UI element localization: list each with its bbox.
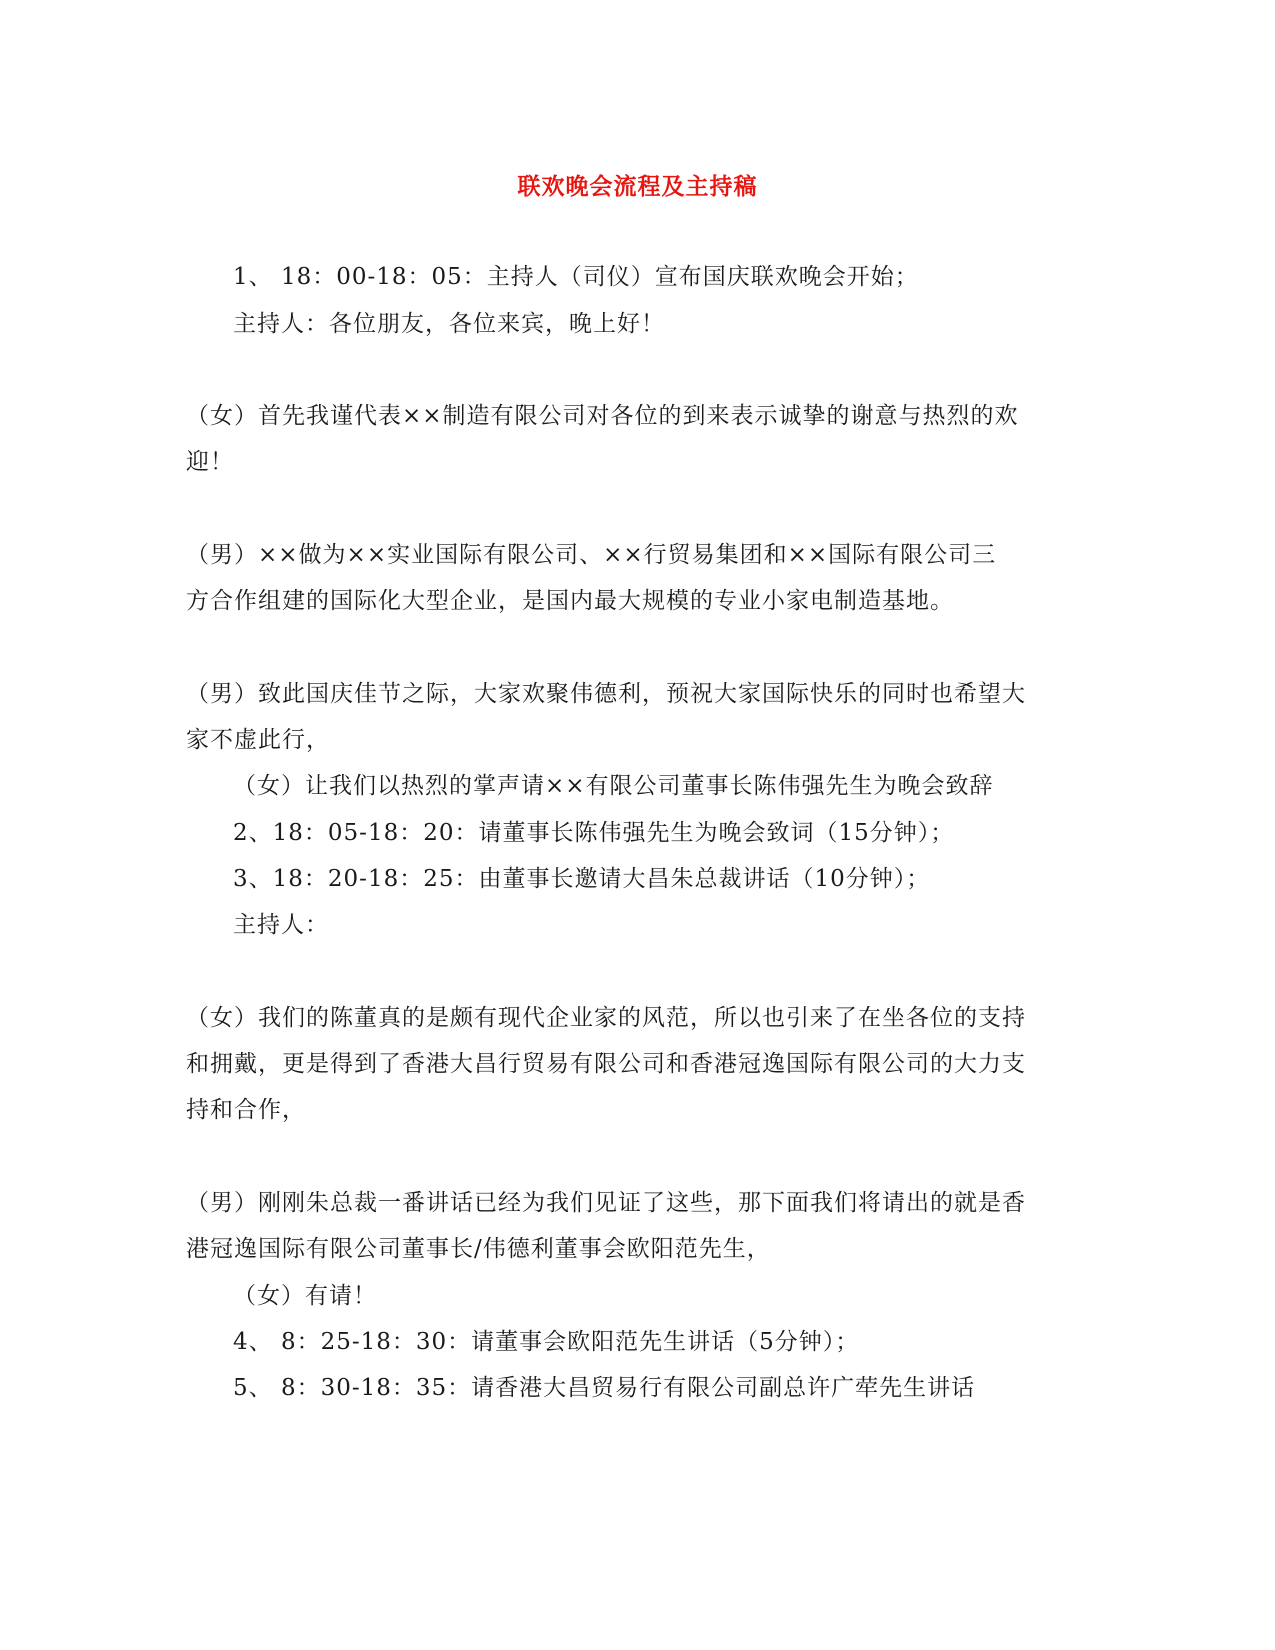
female-host-line-1: （女）首先我谨代表××制造有限公司对各位的到来表示诚挚的谢意与热烈的欢	[186, 403, 1019, 429]
female-host-praise-line-3: 持和合作，	[186, 1097, 306, 1123]
male-host-introduce-line-1: （男）刚刚朱总裁一番讲话已经为我们见证了这些，那下面我们将请出的就是香	[186, 1190, 1026, 1216]
male-host-intro-line-2: 方合作组建的国际化大型企业，是国内最大规模的专业小家电制造基地。	[186, 588, 954, 614]
male-host-introduce-line-2: 港冠逸国际有限公司董事长/伟德利董事会欧阳范先生，	[186, 1236, 771, 1262]
schedule-item-2: 2、18：05-18：20：请董事长陈伟强先生为晚会致词（15分钟）；	[233, 820, 955, 846]
schedule-item-4: 4、 8：25-18：30：请董事会欧阳范先生讲话（5分钟）；	[233, 1329, 860, 1355]
female-host-invite-chairman: （女）让我们以热烈的掌声请××有限公司董事长陈伟强先生为晚会致辞	[233, 773, 994, 799]
host-greeting: 主持人：各位朋友，各位来宾，晚上好！	[233, 311, 665, 337]
schedule-item-1: 1、 18：00-18：05：主持人（司仪）宣布国庆联欢晚会开始；	[233, 264, 919, 290]
male-host-intro-line-1: （男）××做为××实业国际有限公司、××行贸易集团和××国际有限公司三	[186, 542, 997, 568]
male-host-festival-line-2: 家不虚此行，	[186, 727, 330, 753]
female-host-welcome: （女）有请！	[233, 1283, 377, 1309]
female-host-line-2: 迎！	[186, 449, 234, 475]
female-host-praise-line-2: 和拥戴，更是得到了香港大昌行贸易有限公司和香港冠逸国际有限公司的大力支	[186, 1051, 1026, 1077]
host-label: 主持人：	[233, 912, 329, 938]
document-title: 联欢晚会流程及主持稿	[517, 173, 758, 200]
male-host-festival-line-1: （男）致此国庆佳节之际，大家欢聚伟德利，预祝大家国际快乐的同时也希望大	[186, 681, 1026, 707]
schedule-item-5: 5、 8：30-18：35：请香港大昌贸易行有限公司副总许广荦先生讲话	[233, 1375, 976, 1401]
schedule-item-3: 3、18：20-18：25：由董事长邀请大昌朱总裁讲话（10分钟）；	[233, 866, 931, 892]
female-host-praise-line-1: （女）我们的陈董真的是颇有现代企业家的风范，所以也引来了在坐各位的支持	[186, 1005, 1026, 1031]
